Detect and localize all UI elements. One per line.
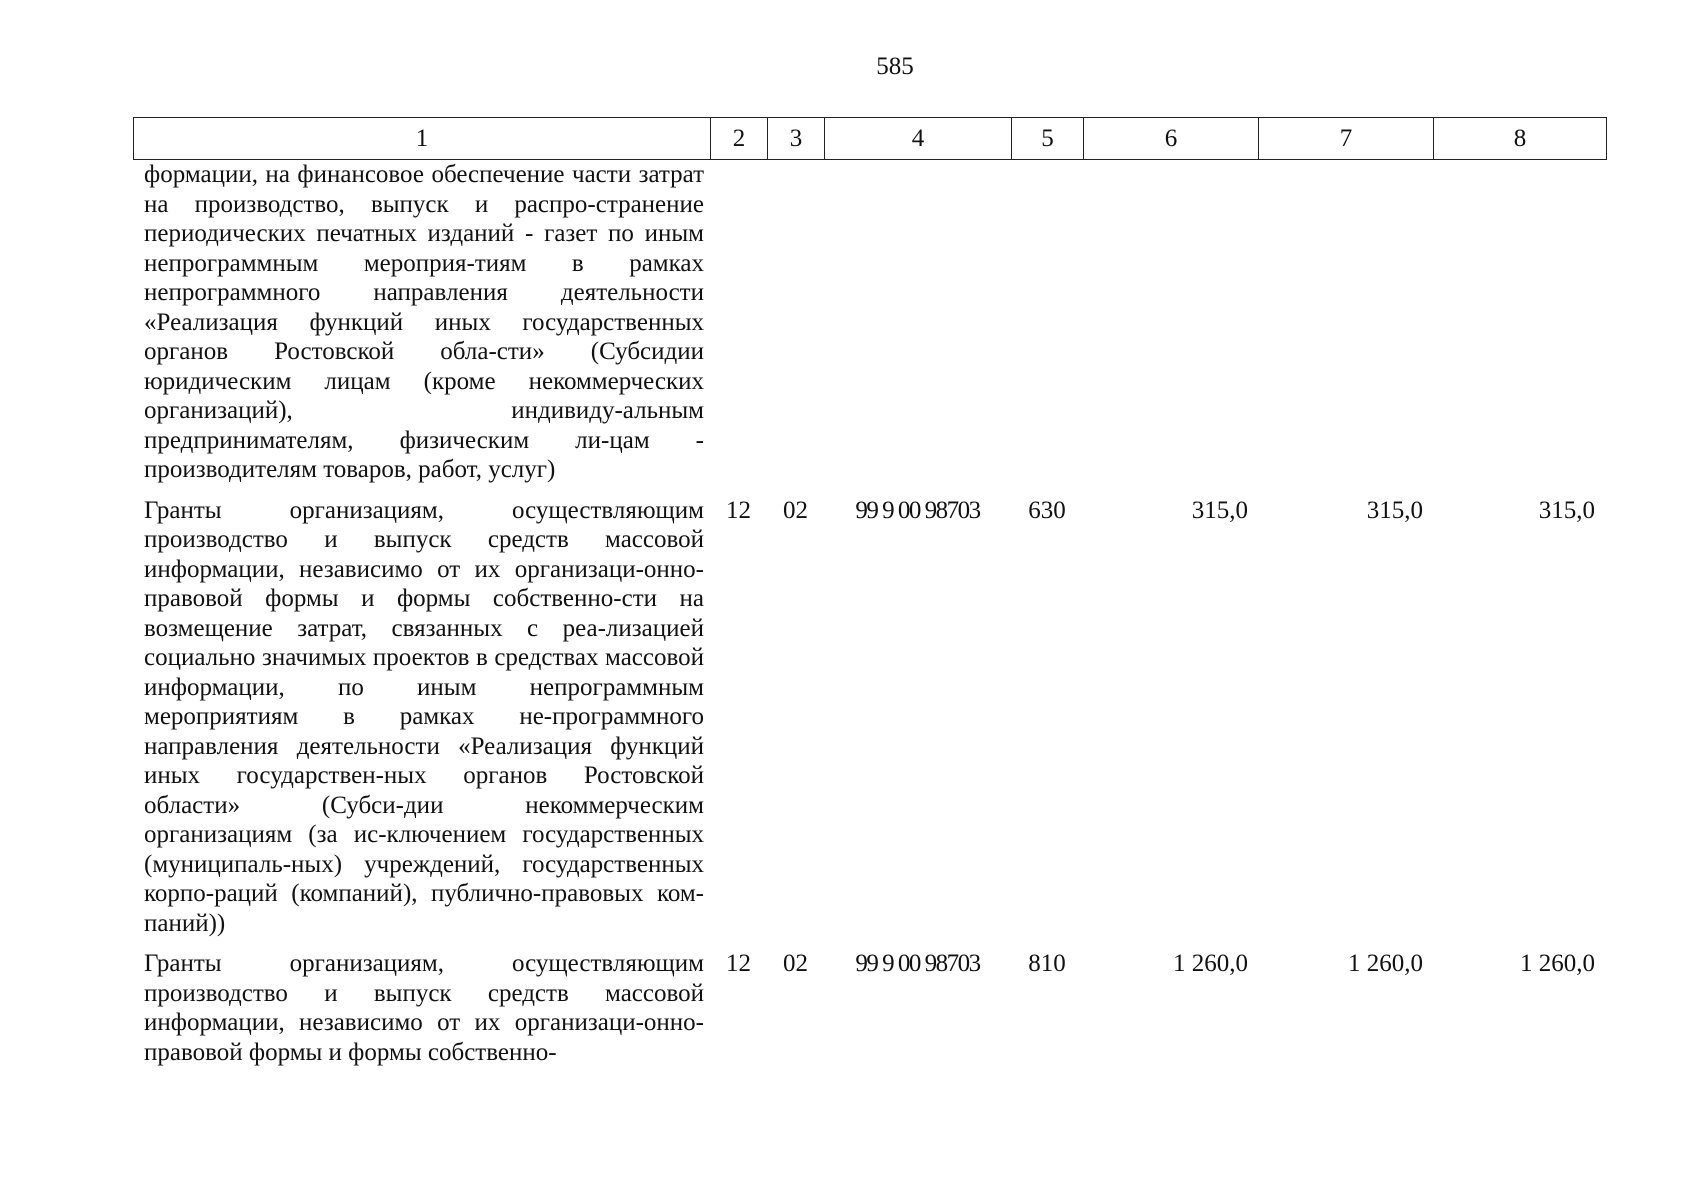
row-amount-7: 315,0 [1366, 496, 1423, 524]
header-col-7: 7 [1259, 118, 1434, 160]
row-expense-type: 810 [1028, 950, 1066, 977]
page-number: 585 [876, 53, 914, 80]
row-target-code: 99 9 00 98703 [855, 496, 980, 524]
row-expense-type: 630 [1028, 496, 1066, 524]
row-description: Гранты организациям, осуществляющим производство и выпуск средств массовой информации, независимо от их организаци-онно-правовой формы и формы собственно-сти на возмещение затрат, связанных с реа-лизацией социально значимых проектов в средствах массовой информации, по иным непрограммным мероприятиям в рамках не-программного направления деятельности «Реализация функций иных государствен-ных органов Ростовской области» (Субси-дии некоммерческим организациям (за ис-ключением государственных (муниципаль-ных) учреждений, государственных корпо-раций (компаний), публично-правовых ком-паний)) [144, 496, 704, 937]
header-col-2: 2 [711, 118, 768, 160]
row-section: 12 [726, 496, 751, 524]
table-header [133, 117, 1607, 160]
table-row [133, 496, 1606, 939]
table-row [133, 949, 1606, 1067]
header-col-3: 3 [768, 118, 825, 160]
header-row [134, 118, 1607, 160]
row-description: Гранты организациям, осуществляющим производство и выпуск средств массовой информации, независимо от их организаци-онно-правовой формы и формы собственно- [144, 950, 704, 1066]
header-col-1: 1 [134, 118, 711, 160]
row-target-code: 99 9 00 98703 [855, 950, 980, 977]
row-section: 12 [726, 950, 751, 977]
table-body [133, 160, 1606, 1067]
row-amount-8: 1 260,0 [1520, 950, 1595, 977]
row-amount-6: 1 260,0 [1173, 950, 1248, 977]
header-col-6: 6 [1084, 118, 1259, 160]
header-col-8: 8 [1434, 118, 1607, 160]
row-subsection: 02 [783, 496, 808, 524]
row-description: формации, на финансовое обеспечение части затрат на производство, выпуск и распро-странение периодических печатных изданий - газет по иным непрограммным мероприя-тиям в рамках непрограммного направления деятельности «Реализация функций иных государственных органов Ростовской обла-сти» (Субсидии юридическим лицам (кроме некоммерческих организаций), индивиду-альным предпринимателям, физическим ли-цам - производителям товаров, работ, услуг) [144, 161, 704, 483]
row-subsection: 02 [783, 950, 808, 977]
row-amount-7: 1 260,0 [1348, 950, 1423, 977]
header-col-5: 5 [1012, 118, 1084, 160]
table-row [133, 160, 1606, 485]
row-amount-8: 315,0 [1538, 496, 1595, 524]
row-amount-6: 315,0 [1191, 496, 1248, 524]
header-col-4: 4 [825, 118, 1012, 160]
